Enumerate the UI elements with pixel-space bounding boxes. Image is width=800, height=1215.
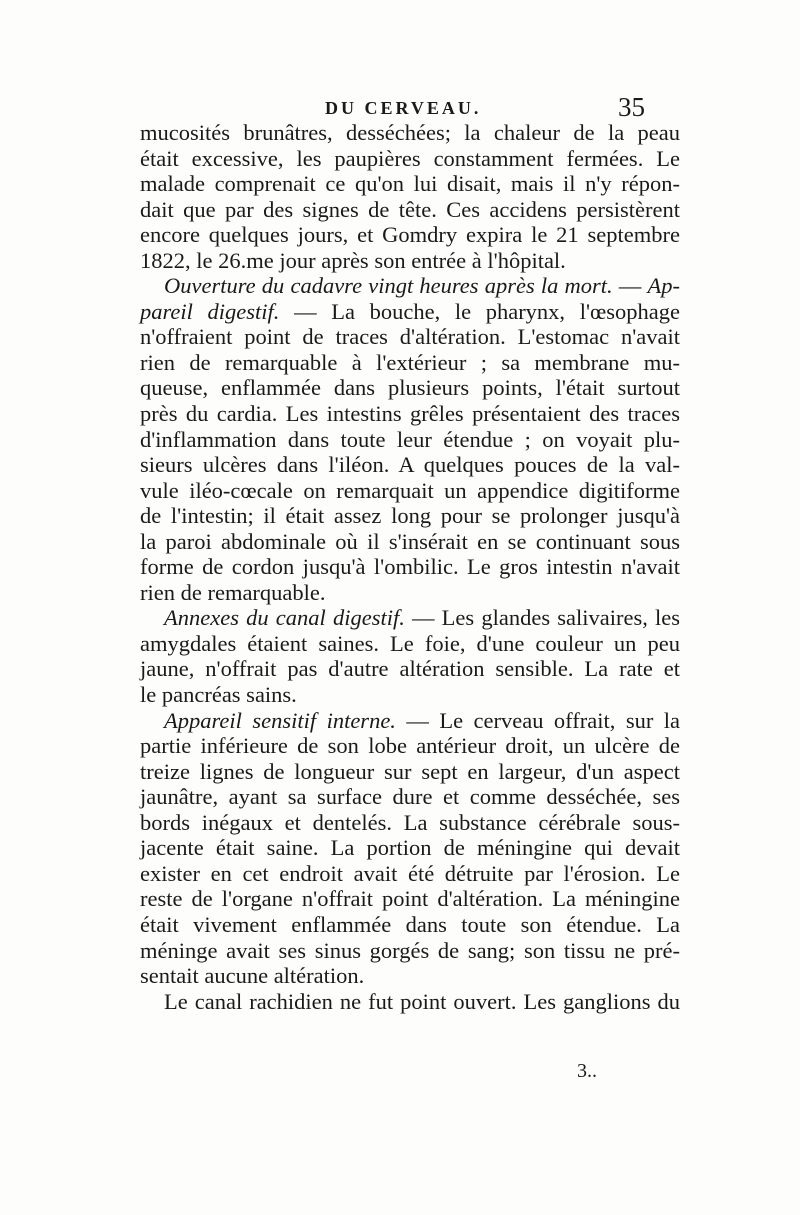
text-segment: n'offraient point de traces d'altération. L'estomac n'avait [140, 324, 680, 350]
text-line [140, 248, 680, 274]
text-segment: jacente était saine. La portion de méningine qui devait [140, 835, 680, 861]
text-line [140, 146, 680, 172]
italic-heading: Appareil sensitif interne. [164, 707, 396, 733]
text-segment: — [612, 273, 648, 299]
text-line [140, 886, 680, 912]
text-line [140, 273, 680, 299]
text-line [140, 733, 680, 759]
text-line [140, 120, 680, 146]
page-number: 35 [618, 92, 645, 122]
text-line [140, 299, 680, 325]
text-line [140, 478, 680, 504]
running-title: DU CERVEAU. [325, 98, 482, 118]
text-segment: méninge avait ses sinus gorgés de sang; son tissu ne pré- [140, 937, 680, 963]
text-line [140, 708, 680, 734]
text-line [140, 580, 680, 606]
text-segment: forme de cordon jusqu'à l'ombilic. Le gros intestin n'avait [140, 554, 680, 580]
text-segment: — Le cerveau offrait, sur la [395, 707, 681, 733]
text-line [140, 605, 680, 631]
text-segment: le pancréas sains. [140, 682, 297, 708]
text-line [140, 427, 680, 453]
text-segment: — Les glandes salivaires, les [404, 605, 680, 631]
italic-heading: Annexes du canal digestif. [164, 605, 405, 631]
text-line [140, 529, 680, 555]
text-line [140, 324, 680, 350]
text-line [140, 912, 680, 938]
text-line [140, 963, 680, 989]
text-segment: vule iléo-cœcale on remarquait un appendice digitiforme [140, 477, 680, 503]
text-segment: partie inférieure de son lobe antérieur droit, un ulcère de [140, 733, 680, 759]
text-line [140, 503, 680, 529]
text-segment: amygdales étaient saines. Le foie, d'une couleur un peu [140, 630, 680, 656]
text-segment: Le canal rachidien ne fut point ouvert. Les ganglions du [164, 988, 680, 1014]
text-segment: était vivement enflammée dans toute son étendue. La [140, 911, 680, 937]
text-segment: mucosités brunâtres, desséchées; la chaleur de la peau [140, 120, 680, 145]
text-segment: treize lignes de longueur sur sept en largeur, d'un aspect [140, 758, 680, 784]
text-segment: queuse, enflammée dans plusieurs points, l'était surtout [140, 375, 680, 401]
text-line [140, 375, 680, 401]
text-line [140, 197, 680, 223]
text-segment: encore quelques jours, et Gomdry expira le 21 septembre [140, 222, 680, 248]
text-segment: reste de l'organe n'offrait point d'altération. La méningine [140, 886, 680, 912]
text-segment: la paroi abdominale où il s'insérait en se continuant sous [140, 528, 680, 554]
text-line [140, 222, 680, 248]
text-line [140, 401, 680, 427]
text-line [140, 171, 680, 197]
text-line [140, 452, 680, 478]
text-segment: jaunâtre, ayant sa surface dure et comme desséchée, ses [140, 784, 680, 810]
text-line [140, 938, 680, 964]
text-segment: près du cardia. Les intestins grêles présentaient des traces [140, 401, 680, 427]
text-segment: bords inégaux et dentelés. La substance cérébrale sous- [140, 809, 680, 835]
text-line [140, 682, 680, 708]
text-segment: 1822, le 26.me jour après son entrée à l'hôpital. [140, 247, 566, 273]
text-line [140, 810, 680, 836]
text-segment: sentait aucune altération. [140, 963, 365, 989]
text-line [140, 835, 680, 861]
text-segment: rien de remarquable à l'extérieur ; sa membrane mu- [140, 349, 680, 375]
text-segment: jaune, n'offrait pas d'autre altération sensible. La rate et [140, 656, 680, 682]
text-line [140, 759, 680, 785]
text-segment: d'inflammation dans toute leur étendue ; on voyait plu- [140, 426, 680, 452]
text-line [140, 989, 680, 1015]
text-segment: malade comprenait ce qu'on lui disait, mais il n'y répon- [140, 171, 680, 197]
text-line [140, 554, 680, 580]
text-segment: de l'intestin; il était assez long pour se prolonger jusqu'à [140, 503, 680, 529]
italic-heading: pareil digestif. [140, 298, 280, 324]
text-segment: rien de remarquable. [140, 579, 326, 605]
text-line [140, 784, 680, 810]
text-segment: — La bouche, le pharynx, l'œsophage [279, 298, 680, 324]
text-line [140, 350, 680, 376]
text-segment: exister en cet endroit avait été détruite par l'érosion. Le [140, 860, 680, 886]
text-line [140, 656, 680, 682]
italic-heading: Ouverture du cadavre vingt heures après la mort. [164, 273, 613, 299]
signature-mark: 3.. [577, 1060, 597, 1082]
text-segment: était excessive, les paupières constamment fermées. Le [140, 145, 680, 171]
text-segment: sieurs ulcères dans l'iléon. A quelques pouces de la val- [140, 452, 680, 478]
text-segment: dait que par des signes de tête. Ces accidens persistèrent [140, 196, 680, 222]
text-line [140, 631, 680, 657]
text-line [140, 861, 680, 887]
body-text [140, 120, 680, 1014]
italic-heading: Ap- [647, 273, 680, 299]
